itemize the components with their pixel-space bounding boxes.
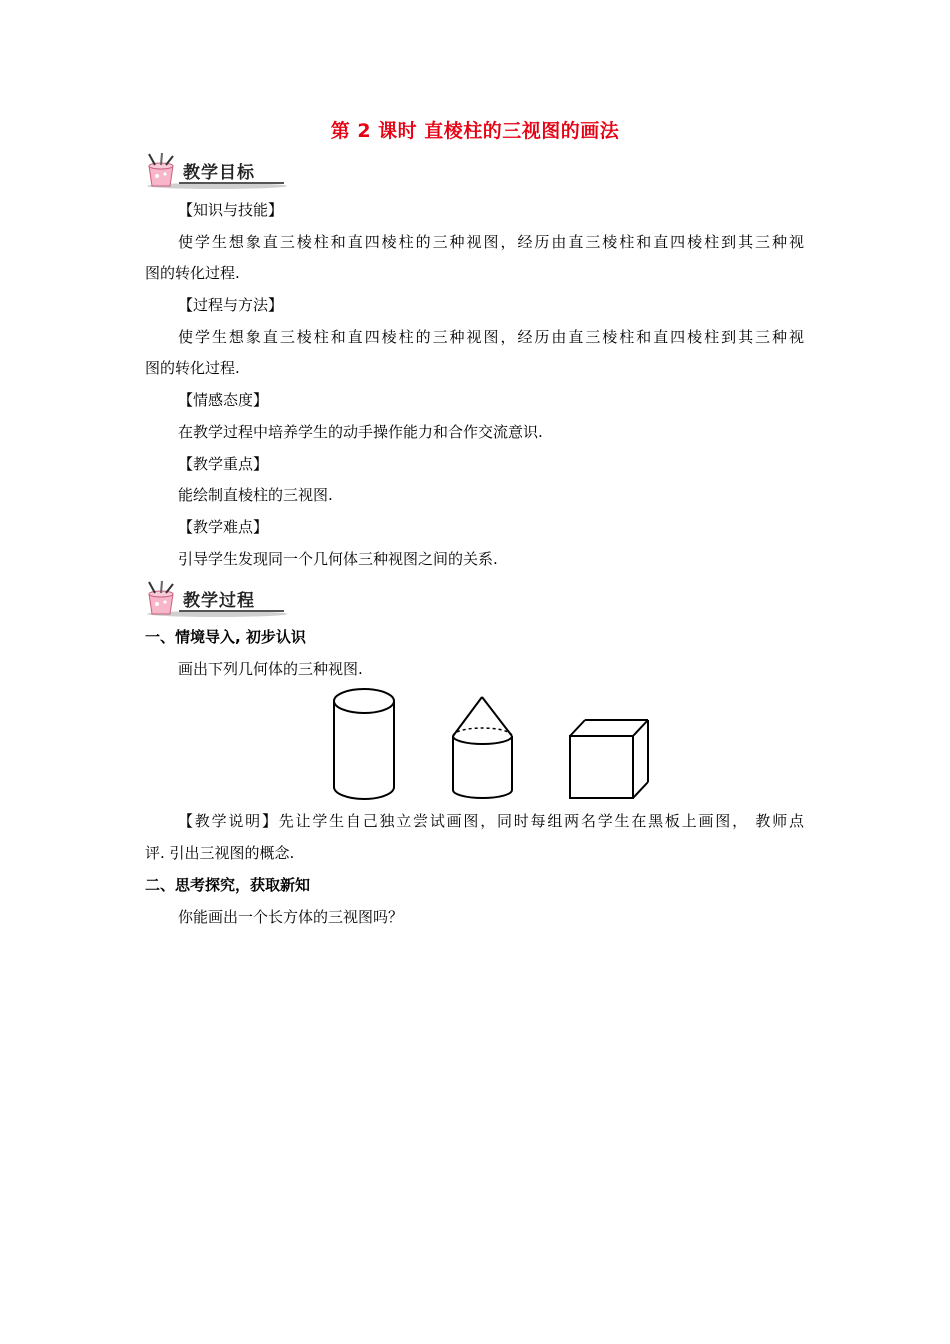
section-banner-label: 教学过程 bbox=[183, 591, 255, 611]
paragraph-prompt: 画出下列几何体的三种视图. bbox=[178, 660, 363, 678]
section-banner-label: 教学目标 bbox=[183, 163, 255, 183]
heading-key-point: 【教学重点】 bbox=[178, 455, 269, 473]
cone-cylinder-figure bbox=[453, 697, 512, 798]
paragraph-knowledge-line2: 图的转化过程. bbox=[145, 264, 240, 282]
section-banner-process bbox=[143, 580, 288, 620]
heading-part2: 二、思考探究，获取新知 bbox=[145, 876, 311, 894]
paragraph-process-line1: 使学生想象直三棱柱和直四棱柱的三种视图，经历由直三棱柱和直四棱柱到其三种视 bbox=[178, 328, 804, 346]
paragraph-knowledge-line1: 使学生想象直三棱柱和直四棱柱的三种视图，经历由直三棱柱和直四棱柱到其三种视 bbox=[178, 233, 804, 251]
paragraph-difficulty: 引导学生发现同一个几何体三种视图之间的关系. bbox=[178, 550, 498, 568]
heading-process: 【过程与方法】 bbox=[178, 296, 284, 314]
heading-difficulty: 【教学难点】 bbox=[178, 518, 269, 536]
section-banner-objectives bbox=[143, 152, 288, 192]
heading-part1: 一、情境导入, 初步认识 bbox=[145, 628, 306, 646]
cube-figure bbox=[570, 720, 648, 798]
cylinder-figure bbox=[334, 689, 394, 799]
paragraph-attitude: 在教学过程中培养学生的动手操作能力和合作交流意识. bbox=[178, 423, 543, 441]
paragraph-process-line2: 图的转化过程. bbox=[145, 359, 240, 377]
teaching-note-line1: 【教学说明】先让学生自己独立尝试画图，同时每组两名学生在黑板上画图， 教师点 bbox=[178, 812, 804, 830]
teaching-note-line2: 评. 引出三视图的概念. bbox=[145, 844, 295, 862]
paragraph-key-point: 能绘制直棱柱的三视图. bbox=[178, 486, 333, 504]
heading-knowledge: 【知识与技能】 bbox=[178, 201, 284, 219]
paragraph-question: 你能画出一个长方体的三视图吗？ bbox=[178, 908, 404, 926]
page-title: 第 2 课时 直棱柱的三视图的画法 bbox=[330, 120, 620, 142]
heading-attitude: 【情感态度】 bbox=[178, 391, 269, 409]
geometry-figures bbox=[320, 684, 660, 806]
